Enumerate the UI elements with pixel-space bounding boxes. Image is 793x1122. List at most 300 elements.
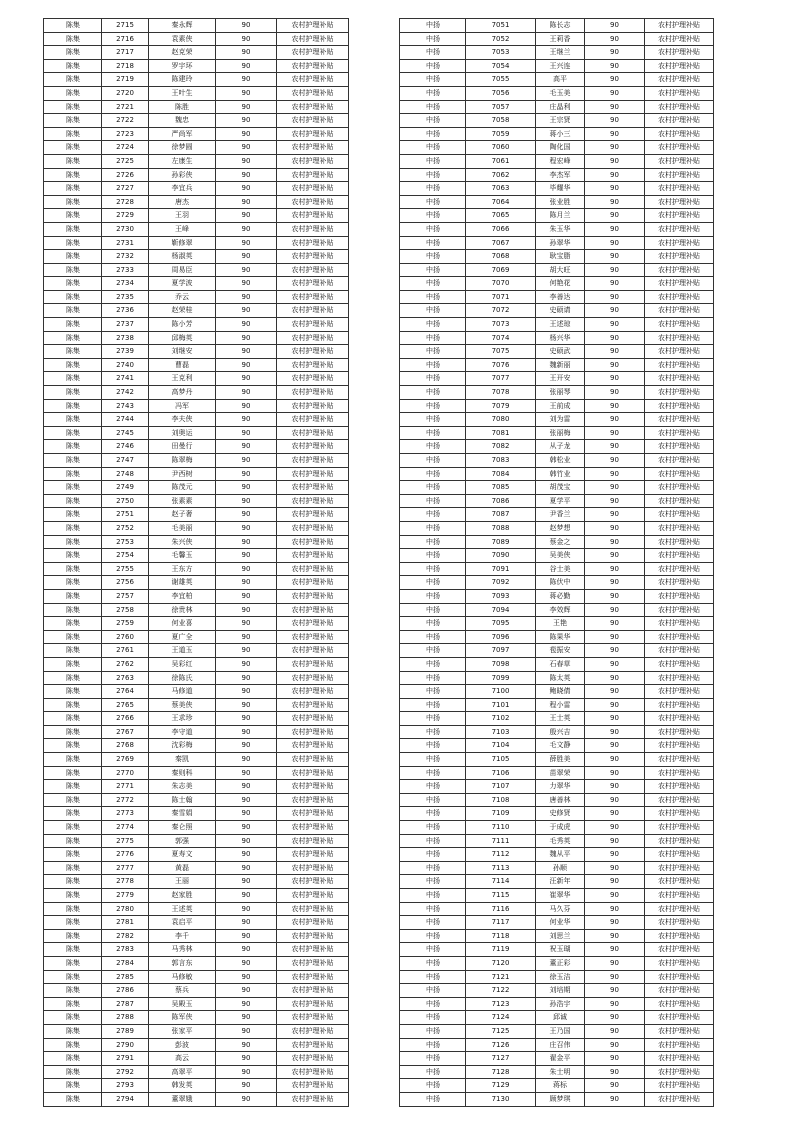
amount-cell: 90 xyxy=(585,916,645,930)
type-cell: 农村护理补贴 xyxy=(277,1052,349,1066)
serial-cell: 2755 xyxy=(102,562,149,576)
type-cell: 农村护理补贴 xyxy=(645,1011,714,1025)
serial-cell: 2789 xyxy=(102,1024,149,1038)
table-row xyxy=(44,168,349,182)
table-row xyxy=(44,250,349,264)
name-cell: 张家平 xyxy=(149,1024,216,1038)
amount-cell: 90 xyxy=(585,168,645,182)
town-cell: 中扬 xyxy=(400,250,466,264)
serial-cell: 7067 xyxy=(466,236,536,250)
town-cell: 中扬 xyxy=(400,100,466,114)
town-cell: 陈集 xyxy=(44,413,102,427)
serial-cell: 7113 xyxy=(466,861,536,875)
name-cell: 程小雷 xyxy=(536,698,585,712)
serial-cell: 7118 xyxy=(466,929,536,943)
town-cell: 陈集 xyxy=(44,182,102,196)
serial-cell: 7053 xyxy=(466,46,536,60)
type-cell: 农村护理补贴 xyxy=(645,222,714,236)
serial-cell: 2757 xyxy=(102,589,149,603)
amount-cell: 90 xyxy=(585,481,645,495)
amount-cell: 90 xyxy=(585,576,645,590)
type-cell: 农村护理补贴 xyxy=(645,821,714,835)
amount-cell: 90 xyxy=(585,834,645,848)
type-cell: 农村护理补贴 xyxy=(645,19,714,33)
serial-cell: 7121 xyxy=(466,970,536,984)
serial-cell: 7065 xyxy=(466,209,536,223)
town-cell: 中扬 xyxy=(400,739,466,753)
amount-cell: 90 xyxy=(216,807,277,821)
name-cell: 朱兴侠 xyxy=(149,535,216,549)
roster-table-right xyxy=(399,18,714,1107)
town-cell: 陈集 xyxy=(44,549,102,563)
type-cell: 农村护理补贴 xyxy=(277,793,349,807)
town-cell: 中扬 xyxy=(400,698,466,712)
town-cell: 陈集 xyxy=(44,739,102,753)
name-cell: 王克利 xyxy=(149,372,216,386)
type-cell: 农村护理补贴 xyxy=(645,929,714,943)
town-cell: 中扬 xyxy=(400,182,466,196)
amount-cell: 90 xyxy=(216,413,277,427)
name-cell: 尹西树 xyxy=(149,467,216,481)
town-cell: 中扬 xyxy=(400,753,466,767)
town-cell: 中扬 xyxy=(400,848,466,862)
type-cell: 农村护理补贴 xyxy=(645,671,714,685)
amount-cell: 90 xyxy=(216,318,277,332)
serial-cell: 7059 xyxy=(466,127,536,141)
table-row xyxy=(400,481,714,495)
type-cell: 农村护理补贴 xyxy=(277,916,349,930)
table-row xyxy=(44,440,349,454)
town-cell: 中扬 xyxy=(400,494,466,508)
table-row xyxy=(400,1024,714,1038)
table-row xyxy=(400,222,714,236)
serial-cell: 2781 xyxy=(102,916,149,930)
name-cell: 史硕请 xyxy=(536,304,585,318)
name-cell: 韩竹业 xyxy=(536,467,585,481)
town-cell: 陈集 xyxy=(44,236,102,250)
name-cell: 夏学波 xyxy=(149,277,216,291)
type-cell: 农村护理补贴 xyxy=(645,793,714,807)
table-row xyxy=(44,848,349,862)
name-cell: 袁素侠 xyxy=(149,32,216,46)
name-cell: 秦永辉 xyxy=(149,19,216,33)
town-cell: 中扬 xyxy=(400,345,466,359)
type-cell: 农村护理补贴 xyxy=(645,970,714,984)
table-row xyxy=(44,426,349,440)
town-cell: 中扬 xyxy=(400,86,466,100)
amount-cell: 90 xyxy=(585,685,645,699)
town-cell: 中扬 xyxy=(400,1052,466,1066)
serial-cell: 2737 xyxy=(102,318,149,332)
table-row xyxy=(400,671,714,685)
town-cell: 陈集 xyxy=(44,250,102,264)
serial-cell: 7071 xyxy=(466,290,536,304)
type-cell: 农村护理补贴 xyxy=(277,19,349,33)
name-cell: 马秀林 xyxy=(149,943,216,957)
town-cell: 中扬 xyxy=(400,141,466,155)
town-cell: 中扬 xyxy=(400,195,466,209)
serial-cell: 2772 xyxy=(102,793,149,807)
amount-cell: 90 xyxy=(585,997,645,1011)
town-cell: 中扬 xyxy=(400,712,466,726)
serial-cell: 7073 xyxy=(466,318,536,332)
town-cell: 陈集 xyxy=(44,141,102,155)
town-cell: 陈集 xyxy=(44,861,102,875)
table-row xyxy=(44,589,349,603)
name-cell: 王乃国 xyxy=(536,1024,585,1038)
amount-cell: 90 xyxy=(585,929,645,943)
name-cell: 杨兴华 xyxy=(536,331,585,345)
name-cell: 陈伏中 xyxy=(536,576,585,590)
serial-cell: 7091 xyxy=(466,562,536,576)
town-cell: 中扬 xyxy=(400,916,466,930)
town-cell: 中扬 xyxy=(400,521,466,535)
type-cell: 农村护理补贴 xyxy=(645,807,714,821)
town-cell: 中扬 xyxy=(400,549,466,563)
table-row xyxy=(44,821,349,835)
amount-cell: 90 xyxy=(216,345,277,359)
name-cell: 李善达 xyxy=(536,290,585,304)
name-cell: 王峰 xyxy=(149,222,216,236)
name-cell: 翟金平 xyxy=(536,1052,585,1066)
serial-cell: 7112 xyxy=(466,848,536,862)
town-cell: 中扬 xyxy=(400,222,466,236)
table-row xyxy=(400,603,714,617)
town-cell: 陈集 xyxy=(44,943,102,957)
table-row xyxy=(44,290,349,304)
town-cell: 中扬 xyxy=(400,644,466,658)
name-cell: 夏学平 xyxy=(536,494,585,508)
serial-cell: 2774 xyxy=(102,821,149,835)
type-cell: 农村护理补贴 xyxy=(277,372,349,386)
amount-cell: 90 xyxy=(216,236,277,250)
type-cell: 农村护理补贴 xyxy=(645,739,714,753)
table-row xyxy=(400,807,714,821)
name-cell: 周易臣 xyxy=(149,263,216,277)
type-cell: 农村护理补贴 xyxy=(645,617,714,631)
serial-cell: 2721 xyxy=(102,100,149,114)
town-cell: 陈集 xyxy=(44,195,102,209)
amount-cell: 90 xyxy=(216,494,277,508)
town-cell: 中扬 xyxy=(400,875,466,889)
type-cell: 农村护理补贴 xyxy=(277,589,349,603)
name-cell: 陈建玲 xyxy=(149,73,216,87)
serial-cell: 7074 xyxy=(466,331,536,345)
serial-cell: 2778 xyxy=(102,875,149,889)
town-cell: 中扬 xyxy=(400,834,466,848)
amount-cell: 90 xyxy=(585,780,645,794)
table-row xyxy=(400,508,714,522)
serial-cell: 2760 xyxy=(102,630,149,644)
amount-cell: 90 xyxy=(585,399,645,413)
town-cell: 中扬 xyxy=(400,331,466,345)
amount-cell: 90 xyxy=(216,970,277,984)
type-cell: 农村护理补贴 xyxy=(645,59,714,73)
name-cell: 魏新丽 xyxy=(536,358,585,372)
town-cell: 中扬 xyxy=(400,725,466,739)
table-row xyxy=(400,331,714,345)
table-row xyxy=(44,657,349,671)
amount-cell: 90 xyxy=(216,168,277,182)
name-cell: 苗翠荣 xyxy=(536,766,585,780)
type-cell: 农村护理补贴 xyxy=(645,182,714,196)
serial-cell: 2751 xyxy=(102,508,149,522)
amount-cell: 90 xyxy=(216,997,277,1011)
table-row xyxy=(44,1092,349,1106)
name-cell: 马修敏 xyxy=(149,970,216,984)
type-cell: 农村护理补贴 xyxy=(645,956,714,970)
table-row xyxy=(400,195,714,209)
serial-cell: 7052 xyxy=(466,32,536,46)
town-cell: 陈集 xyxy=(44,331,102,345)
name-cell: 孙彩侠 xyxy=(149,168,216,182)
serial-cell: 7123 xyxy=(466,997,536,1011)
name-cell: 毛馨玉 xyxy=(149,549,216,563)
serial-cell: 2735 xyxy=(102,290,149,304)
table-row xyxy=(400,984,714,998)
table-row xyxy=(44,970,349,984)
amount-cell: 90 xyxy=(216,1024,277,1038)
amount-cell: 90 xyxy=(585,848,645,862)
town-cell: 陈集 xyxy=(44,127,102,141)
table-row xyxy=(44,889,349,903)
name-cell: 夏寿文 xyxy=(149,848,216,862)
type-cell: 农村护理补贴 xyxy=(277,508,349,522)
amount-cell: 90 xyxy=(216,861,277,875)
serial-cell: 7114 xyxy=(466,875,536,889)
table-row xyxy=(400,154,714,168)
town-cell: 中扬 xyxy=(400,508,466,522)
amount-cell: 90 xyxy=(216,902,277,916)
name-cell: 秦雪娟 xyxy=(149,807,216,821)
serial-cell: 2767 xyxy=(102,725,149,739)
town-cell: 中扬 xyxy=(400,481,466,495)
table-row xyxy=(44,1052,349,1066)
serial-cell: 2731 xyxy=(102,236,149,250)
town-cell: 陈集 xyxy=(44,508,102,522)
town-cell: 中扬 xyxy=(400,589,466,603)
town-cell: 陈集 xyxy=(44,399,102,413)
type-cell: 农村护理补贴 xyxy=(645,997,714,1011)
table-row xyxy=(44,508,349,522)
type-cell: 农村护理补贴 xyxy=(645,358,714,372)
serial-cell: 2753 xyxy=(102,535,149,549)
type-cell: 农村护理补贴 xyxy=(645,277,714,291)
amount-cell: 90 xyxy=(585,562,645,576)
table-row xyxy=(400,290,714,304)
amount-cell: 90 xyxy=(216,331,277,345)
table-row xyxy=(400,386,714,400)
serial-cell: 2771 xyxy=(102,780,149,794)
serial-cell: 7070 xyxy=(466,277,536,291)
name-cell: 陈太英 xyxy=(536,671,585,685)
serial-cell: 2749 xyxy=(102,481,149,495)
name-cell: 陈茂元 xyxy=(149,481,216,495)
town-cell: 中扬 xyxy=(400,413,466,427)
town-cell: 中扬 xyxy=(400,19,466,33)
serial-cell: 2770 xyxy=(102,766,149,780)
table-row xyxy=(44,277,349,291)
town-cell: 陈集 xyxy=(44,263,102,277)
table-row xyxy=(400,236,714,250)
type-cell: 农村护理补贴 xyxy=(645,86,714,100)
name-cell: 唐杰 xyxy=(149,195,216,209)
town-cell: 中扬 xyxy=(400,386,466,400)
town-cell: 中扬 xyxy=(400,304,466,318)
name-cell: 郭强 xyxy=(149,834,216,848)
serial-cell: 2732 xyxy=(102,250,149,264)
town-cell: 陈集 xyxy=(44,644,102,658)
amount-cell: 90 xyxy=(585,86,645,100)
name-cell: 左康生 xyxy=(149,154,216,168)
table-row xyxy=(400,1038,714,1052)
name-cell: 陈士翰 xyxy=(149,793,216,807)
table-row xyxy=(400,168,714,182)
name-cell: 吴殿玉 xyxy=(149,997,216,1011)
amount-cell: 90 xyxy=(216,793,277,807)
town-cell: 中扬 xyxy=(400,209,466,223)
amount-cell: 90 xyxy=(216,372,277,386)
name-cell: 陈月兰 xyxy=(536,209,585,223)
amount-cell: 90 xyxy=(585,753,645,767)
town-cell: 陈集 xyxy=(44,956,102,970)
amount-cell: 90 xyxy=(585,73,645,87)
serial-cell: 7115 xyxy=(466,889,536,903)
table-row xyxy=(44,943,349,957)
town-cell: 陈集 xyxy=(44,73,102,87)
type-cell: 农村护理补贴 xyxy=(645,657,714,671)
table-row xyxy=(44,345,349,359)
name-cell: 谢雄英 xyxy=(149,576,216,590)
serial-cell: 7064 xyxy=(466,195,536,209)
serial-cell: 2750 xyxy=(102,494,149,508)
amount-cell: 90 xyxy=(585,440,645,454)
type-cell: 农村护理补贴 xyxy=(645,685,714,699)
name-cell: 胡茂宝 xyxy=(536,481,585,495)
serial-cell: 2787 xyxy=(102,997,149,1011)
table-row xyxy=(400,86,714,100)
amount-cell: 90 xyxy=(585,454,645,468)
table-row xyxy=(400,250,714,264)
table-row xyxy=(400,617,714,631)
amount-cell: 90 xyxy=(585,521,645,535)
serial-cell: 2793 xyxy=(102,1079,149,1093)
name-cell: 董正彩 xyxy=(536,956,585,970)
amount-cell: 90 xyxy=(585,603,645,617)
town-cell: 陈集 xyxy=(44,440,102,454)
type-cell: 农村护理补贴 xyxy=(277,413,349,427)
amount-cell: 90 xyxy=(216,454,277,468)
type-cell: 农村护理补贴 xyxy=(645,263,714,277)
amount-cell: 90 xyxy=(216,399,277,413)
type-cell: 农村护理补贴 xyxy=(277,127,349,141)
serial-cell: 7119 xyxy=(466,943,536,957)
name-cell: 蒋标 xyxy=(536,1079,585,1093)
type-cell: 农村护理补贴 xyxy=(645,725,714,739)
type-cell: 农村护理补贴 xyxy=(277,386,349,400)
town-cell: 中扬 xyxy=(400,685,466,699)
serial-cell: 7087 xyxy=(466,508,536,522)
amount-cell: 90 xyxy=(585,875,645,889)
type-cell: 农村护理补贴 xyxy=(645,454,714,468)
serial-cell: 7117 xyxy=(466,916,536,930)
table-row xyxy=(400,793,714,807)
amount-cell: 90 xyxy=(216,644,277,658)
table-row xyxy=(400,318,714,332)
table-row xyxy=(44,685,349,699)
serial-cell: 7108 xyxy=(466,793,536,807)
serial-cell: 7093 xyxy=(466,589,536,603)
name-cell: 陈翠梅 xyxy=(149,454,216,468)
table-row xyxy=(44,807,349,821)
serial-cell: 7084 xyxy=(466,467,536,481)
amount-cell: 90 xyxy=(216,848,277,862)
amount-cell: 90 xyxy=(585,331,645,345)
name-cell: 魏忠 xyxy=(149,114,216,128)
name-cell: 蒋必勤 xyxy=(536,589,585,603)
amount-cell: 90 xyxy=(585,263,645,277)
name-cell: 王述英 xyxy=(149,902,216,916)
serial-cell: 2722 xyxy=(102,114,149,128)
table-row xyxy=(44,304,349,318)
table-row xyxy=(44,984,349,998)
amount-cell: 90 xyxy=(585,984,645,998)
table-row xyxy=(400,413,714,427)
town-cell: 陈集 xyxy=(44,1011,102,1025)
amount-cell: 90 xyxy=(216,73,277,87)
table-row xyxy=(44,712,349,726)
type-cell: 农村护理补贴 xyxy=(645,318,714,332)
table-row xyxy=(400,549,714,563)
table-row xyxy=(44,1079,349,1093)
type-cell: 农村护理补贴 xyxy=(277,902,349,916)
name-cell: 王继兰 xyxy=(536,46,585,60)
name-cell: 耿宝脂 xyxy=(536,250,585,264)
table-row xyxy=(44,236,349,250)
town-cell: 中扬 xyxy=(400,984,466,998)
serial-cell: 7076 xyxy=(466,358,536,372)
serial-cell: 7054 xyxy=(466,59,536,73)
name-cell: 张丽梅 xyxy=(536,426,585,440)
type-cell: 农村护理补贴 xyxy=(645,304,714,318)
table-row xyxy=(400,943,714,957)
table-row xyxy=(44,481,349,495)
table-row xyxy=(400,399,714,413)
amount-cell: 90 xyxy=(216,141,277,155)
name-cell: 靳修翠 xyxy=(149,236,216,250)
name-cell: 刘继安 xyxy=(149,345,216,359)
amount-cell: 90 xyxy=(585,141,645,155)
table-row xyxy=(44,793,349,807)
table-row xyxy=(44,956,349,970)
table-row xyxy=(44,739,349,753)
name-cell: 郭言东 xyxy=(149,956,216,970)
serial-cell: 2765 xyxy=(102,698,149,712)
town-cell: 陈集 xyxy=(44,889,102,903)
type-cell: 农村护理补贴 xyxy=(645,141,714,155)
amount-cell: 90 xyxy=(216,290,277,304)
name-cell: 蔡美侠 xyxy=(149,698,216,712)
amount-cell: 90 xyxy=(585,617,645,631)
table-row xyxy=(400,263,714,277)
type-cell: 农村护理补贴 xyxy=(277,603,349,617)
name-cell: 王艳 xyxy=(536,617,585,631)
type-cell: 农村护理补贴 xyxy=(277,562,349,576)
amount-cell: 90 xyxy=(585,861,645,875)
name-cell: 于成虎 xyxy=(536,821,585,835)
amount-cell: 90 xyxy=(585,807,645,821)
type-cell: 农村护理补贴 xyxy=(277,780,349,794)
